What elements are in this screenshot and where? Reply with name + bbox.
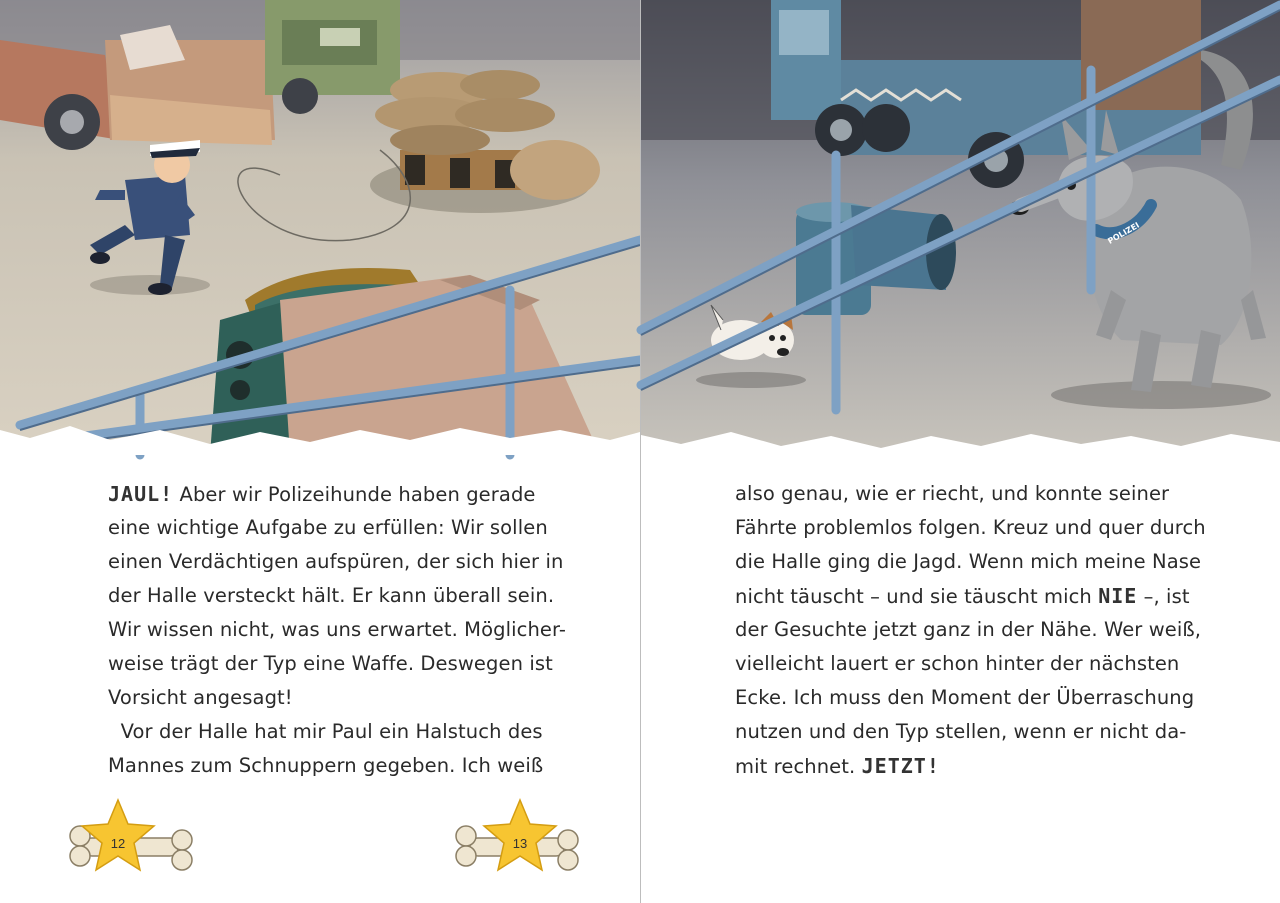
text-line: Mannes zum Schnuppern gegeben. Ich weiß <box>108 754 544 777</box>
text-line: weise trägt der Typ eine Waffe. Deswegen ist <box>108 652 553 675</box>
text-line: der Halle versteckt hält. Er kann überall sein. <box>108 584 555 607</box>
text-line: Fährte problemlos folgen. Kreuz und quer durch <box>735 516 1206 539</box>
page-number-badge <box>66 798 196 878</box>
page-number: 12 <box>110 836 126 851</box>
text-line: nutzen und den Typ stellen, wenn er nicht da- <box>735 720 1187 743</box>
left-body-text <box>108 477 568 783</box>
right-page <box>512 0 1280 903</box>
text-line: nicht täuscht – und sie täuscht mich NIE –, ist <box>735 584 1190 608</box>
text-line: JAUL! Aber wir Polizeihunde haben gerade <box>108 482 536 506</box>
text-line: Vor der Halle hat mir Paul ein Halstuch des <box>108 720 543 743</box>
left-illustration <box>0 0 640 455</box>
text-line: einen Verdächtigen aufspüren, der sich hier in <box>108 550 564 573</box>
text-line: mit rechnet. JETZT! <box>735 754 940 778</box>
star-icon <box>484 800 556 870</box>
star-icon <box>82 800 154 870</box>
text-line: Ecke. Ich muss den Moment der Überraschung <box>735 686 1195 709</box>
text-line: eine wichtige Aufgabe zu erfüllen: Wir sollen <box>108 516 548 539</box>
text-line: vielleicht lauert er schon hinter der nächsten <box>735 652 1180 675</box>
page-number-badge <box>452 798 582 878</box>
text-line: Vorsicht angesagt! <box>108 686 293 709</box>
text-line: der Gesuchte jetzt ganz in der Nähe. Wer weiß, <box>735 618 1202 641</box>
text-line: also genau, wie er riecht, und konnte seiner <box>735 482 1170 505</box>
text-line: die Halle ging die Jagd. Wenn mich meine Nase <box>735 550 1202 573</box>
page-number: 13 <box>512 836 528 851</box>
text-line: Wir wissen nicht, was uns erwartet. Möglicher- <box>108 618 567 641</box>
collar-text: POLIZEI <box>1106 220 1142 246</box>
right-illustration <box>641 0 1280 455</box>
right-body-text <box>735 477 1206 783</box>
